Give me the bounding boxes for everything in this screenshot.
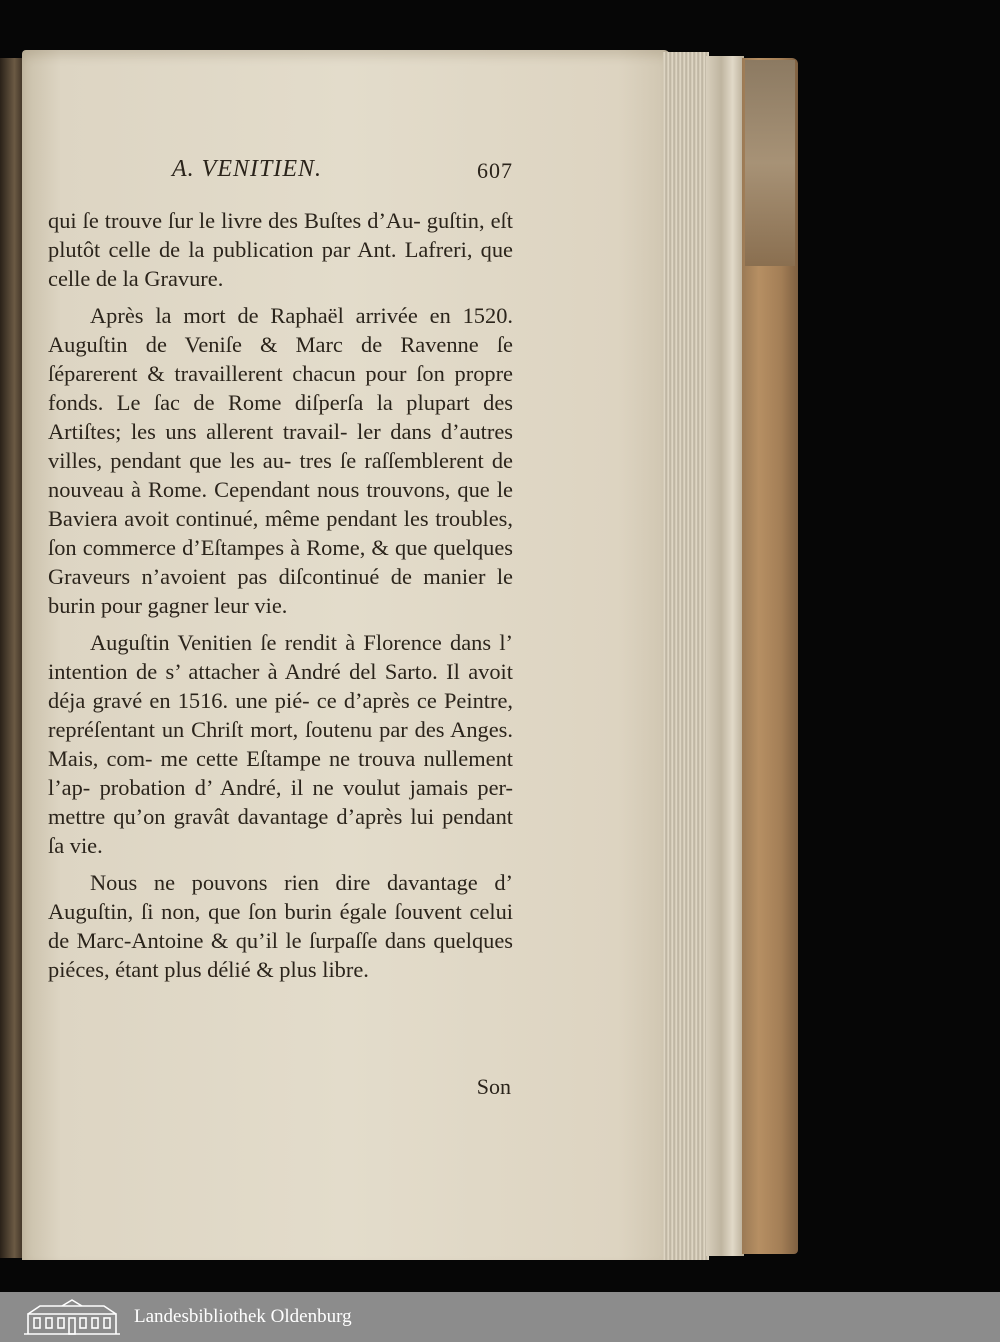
paragraph: Nous ne pouvons rien dire davantage d’ Auguſtin, ſi non, que ſon burin égale ſouvent celui de Marc-Antoine & qu’il le ſurpaſſe dans quelques piéces, étant plus délié & plus libre. [48, 870, 513, 982]
running-header [48, 150, 513, 190]
paragraph: Auguſtin Venitien ſe rendit à Florence dans l’ intention de s’ attacher à André del Sarto. Il avoit déja gravé en 1516. une pié- ce d’après ce Peintre, repréſentant un Chriſt mort, ſoutenu par des Anges. Mais, com- me cette Eſtampe ne trouva nullement l’ap- probation d’ André, il ne voulut jamais per- mettre qu’on gravât davantage d’après lui pendant ſa vie. [48, 630, 513, 858]
running-title: A. VENITIEN. [172, 156, 322, 182]
paragraph: Après la mort de Raphaël arrivée en 1520. Auguſtin de Veniſe & Marc de Ravenne ſe ſéparerent & travaillerent chacun pour ſon propre fonds. Le ſac de Rome diſperſa la plupart des Artiſtes; les uns allerent travail- ler dans d’autres villes, pendant que les au- tres ſe raſſemblerent de nouveau à Rome. Cependant nous trouvons, que le Baviera avoit continué, même pendant les troubles, ſon commerce d’Eſtampes à Rome, & que quelques Graveurs n’avoient pas diſcontinué de manier le burin pour gagner leur vie. [48, 303, 513, 618]
page-number: 607 [477, 158, 513, 183]
page-stack-edge [663, 52, 709, 1260]
book-board [706, 56, 744, 1256]
page-body [48, 206, 513, 992]
catchword: Son [476, 1074, 511, 1099]
library-building-logo-icon [22, 1298, 122, 1336]
library-footer-bar [0, 1292, 1000, 1342]
paragraph: qui ſe trouve ſur le livre des Buſtes d’Au- guſtin, eſt plutôt celle de la publication par Ant. Lafreri, que celle de la Gravure. [48, 208, 513, 291]
cover-corner [745, 60, 795, 266]
library-name: Landesbibliothek Oldenburg [134, 1306, 352, 1327]
previous-page-edge [0, 58, 24, 1258]
